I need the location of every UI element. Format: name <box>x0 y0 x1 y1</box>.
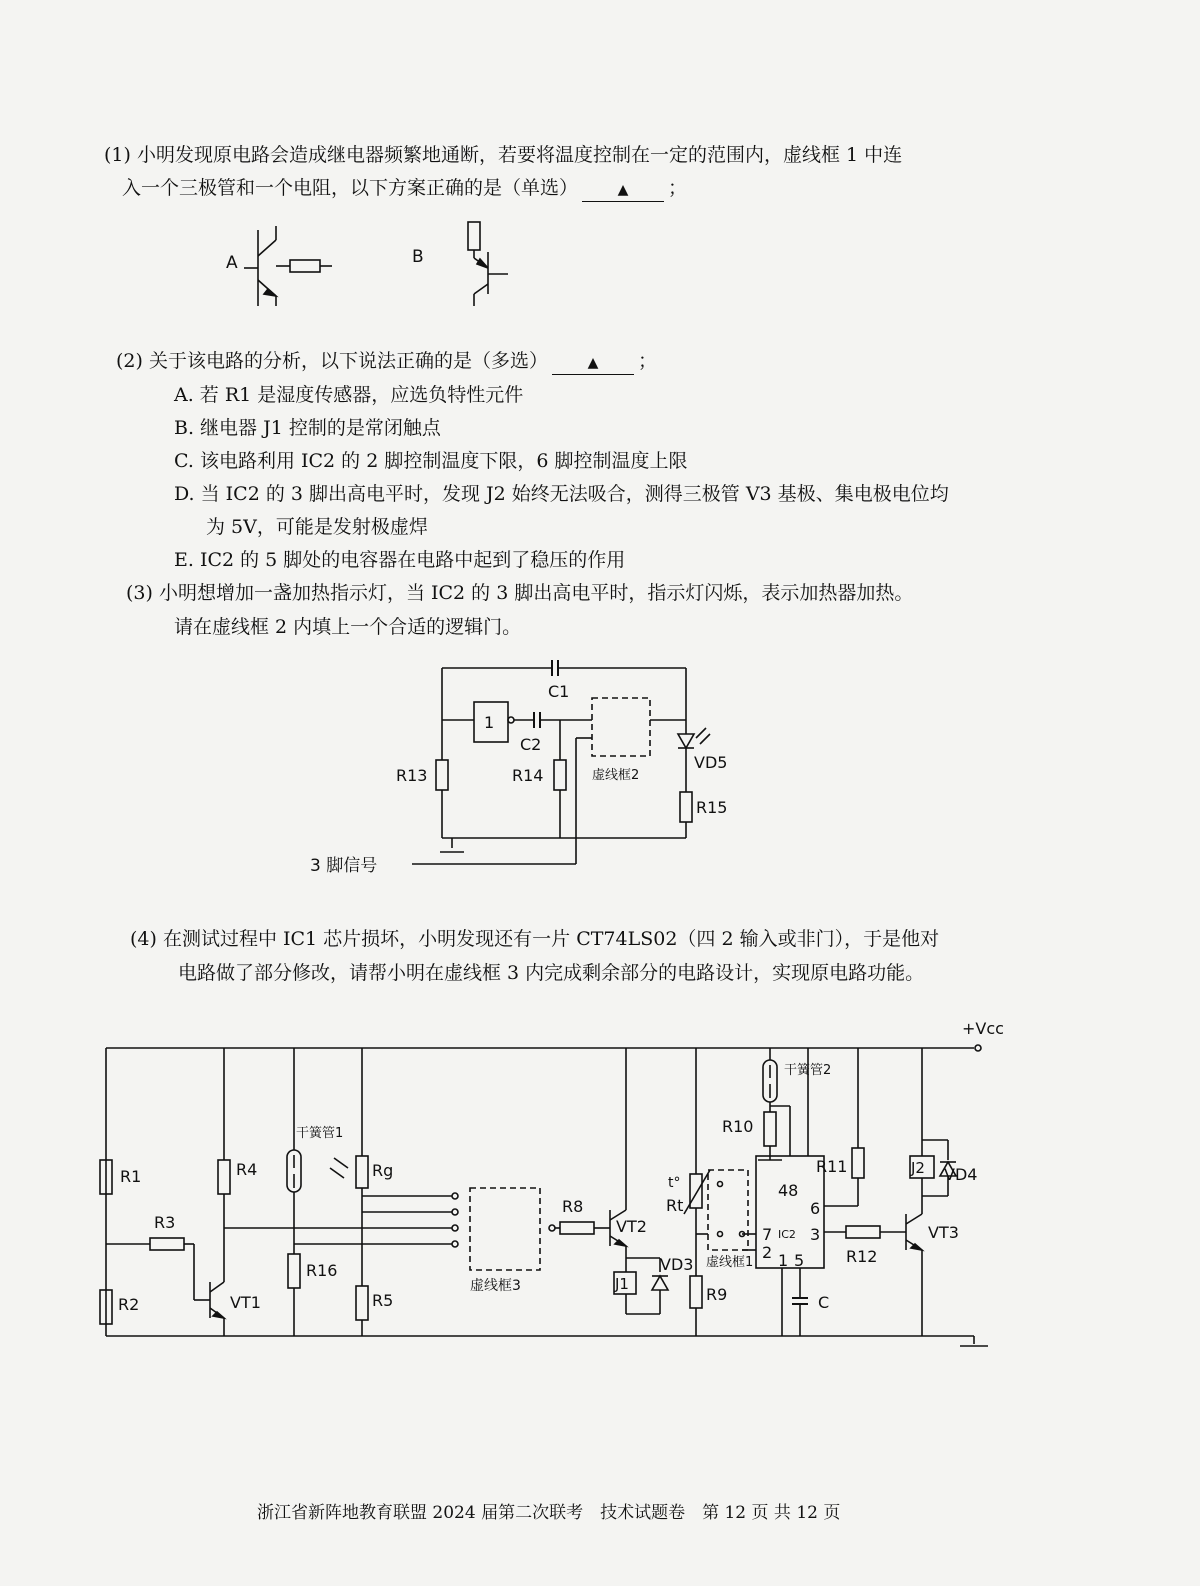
rt-label: Rt <box>666 1196 684 1215</box>
r3-resistor <box>150 1238 184 1250</box>
option-b-label: B <box>412 247 424 267</box>
q2-stem: (2) 关于该电路的分析，以下说法正确的是（多选） <box>116 350 548 372</box>
r11-resistor <box>852 1148 864 1178</box>
pin5-label: 5 <box>794 1251 805 1270</box>
reed2-label: 干簧管2 <box>784 1063 832 1078</box>
vt1-label: VT1 <box>230 1293 261 1312</box>
resistor-icon <box>290 260 320 272</box>
resistor-icon <box>468 222 480 250</box>
vd4-label: VD4 <box>944 1165 978 1184</box>
r4-label: R4 <box>236 1160 258 1179</box>
box1-label: 虚线框1 <box>706 1255 754 1270</box>
r5-resistor <box>356 1286 368 1320</box>
r12-label: R12 <box>846 1247 878 1266</box>
r14-resistor <box>554 760 566 790</box>
r9-label: R9 <box>706 1285 728 1304</box>
box2-label: 虚线框2 <box>592 768 640 783</box>
q1-tail: ； <box>668 177 688 199</box>
r16-label: R16 <box>306 1261 338 1280</box>
r16-resistor <box>288 1254 300 1288</box>
box3-label: 虚线框3 <box>470 1278 521 1294</box>
r15-label: R15 <box>696 798 728 817</box>
vcc-label: +Vcc <box>962 1019 1004 1038</box>
q1-option-a-figure[interactable] <box>226 226 332 306</box>
gate-label: 1 <box>484 713 495 732</box>
vd5-label: VD5 <box>694 753 728 772</box>
q2-option-d: D. 当 IC2 的 3 脚出高电平时，发现 J2 始终无法吸合，测得三极管 V3 基极、集电极电位均 <box>174 483 949 505</box>
r5-label: R5 <box>372 1291 394 1310</box>
pin48-label: 48 <box>778 1181 799 1200</box>
q2-tail: ； <box>637 350 657 372</box>
r14-label: R14 <box>512 766 544 785</box>
r1-label: R1 <box>120 1167 142 1186</box>
pin7-label: 7 <box>762 1225 773 1244</box>
pin2-label: 2 <box>762 1243 773 1262</box>
vt2-label: VT2 <box>616 1217 647 1236</box>
q2-option-b: B. 继电器 J1 控制的是常闭触点 <box>174 417 441 439</box>
r15-resistor <box>680 792 692 822</box>
rt-thermistor <box>690 1174 702 1208</box>
j2-label: J2 <box>911 1159 925 1177</box>
dashed-box-1[interactable] <box>708 1170 748 1250</box>
rg-label: Rg <box>372 1161 394 1180</box>
q1-option-b-figure[interactable] <box>412 222 508 306</box>
j1-label: J1 <box>615 1275 629 1293</box>
r10-resistor <box>764 1112 776 1146</box>
ic2-label: IC2 <box>778 1228 796 1241</box>
r9-resistor <box>690 1276 702 1308</box>
q2-option-a: A. 若 R1 是湿度传感器，应选负特性元件 <box>174 384 524 406</box>
q4-line1: (4) 在测试过程中 IC1 芯片损坏，小明发现还有一片 CT74LS02（四 2 输入或非门），于是他对 <box>130 928 940 950</box>
c2-label: C2 <box>520 735 542 754</box>
pin6-label: 6 <box>810 1199 821 1218</box>
r13-resistor <box>436 760 448 790</box>
vt3-label: VT3 <box>928 1223 959 1242</box>
vd3-label: VD3 <box>660 1255 694 1274</box>
pin1-label: 1 <box>778 1251 789 1270</box>
q1-stem: 入一个三极管和一个电阻，以下方案正确的是（单选） <box>122 177 579 199</box>
rg-photoresistor <box>356 1156 368 1188</box>
q1-line1: (1) 小明发现原电路会造成继电器频繁地通断，若要将温度控制在一定的范围内，虚线框 1 中连 <box>104 144 903 166</box>
r12-resistor <box>846 1226 880 1238</box>
reed1-label: 干簧管1 <box>296 1126 344 1141</box>
r13-label: R13 <box>396 766 428 785</box>
pin3-label: 3 <box>810 1225 821 1244</box>
r8-label: R8 <box>562 1197 584 1216</box>
triangle-icon: ▲ <box>587 355 599 371</box>
q4-line2: 电路做了部分修改，请帮小明在虚线框 3 内完成剩余部分的电路设计，实现原电路功能。 <box>178 962 925 984</box>
main-circuit-figure <box>100 1019 1004 1346</box>
r8-resistor <box>560 1222 594 1234</box>
c-label: C <box>818 1293 830 1312</box>
r11-label: R11 <box>816 1157 848 1176</box>
r2-label: R2 <box>118 1295 140 1314</box>
r3-label: R3 <box>154 1213 176 1232</box>
t0-label: t° <box>668 1175 681 1191</box>
r10-label: R10 <box>722 1117 754 1136</box>
c1-label: C1 <box>548 682 570 701</box>
page-footer: 浙江省新阵地教育联盟 2024 届第二次联考 技术试题卷 第 12 页 共 12 页 <box>257 1503 841 1523</box>
q3-circuit-figure <box>310 660 727 876</box>
option-a-label: A <box>226 253 238 273</box>
q2-option-c: C. 该电路利用 IC2 的 2 脚控制温度下限，6 脚控制温度上限 <box>174 450 688 472</box>
q2-option-e: E. IC2 的 5 脚处的电容器在电路中起到了稳压的作用 <box>174 549 626 571</box>
q2-option-d-cont: 为 5V，可能是发射极虚焊 <box>206 516 428 538</box>
q3-line2: 请在虚线框 2 内填上一个合适的逻辑门。 <box>174 616 522 638</box>
r4-resistor <box>218 1160 230 1194</box>
q3-line1: (3) 小明想增加一盏加热指示灯，当 IC2 的 3 脚出高电平时，指示灯闪烁，表示加热器加热。 <box>126 582 914 604</box>
signal-label: 3 脚信号 <box>310 856 378 876</box>
dashed-box-2[interactable] <box>592 698 650 756</box>
triangle-icon: ▲ <box>617 182 629 198</box>
dashed-box-3[interactable] <box>470 1188 540 1270</box>
